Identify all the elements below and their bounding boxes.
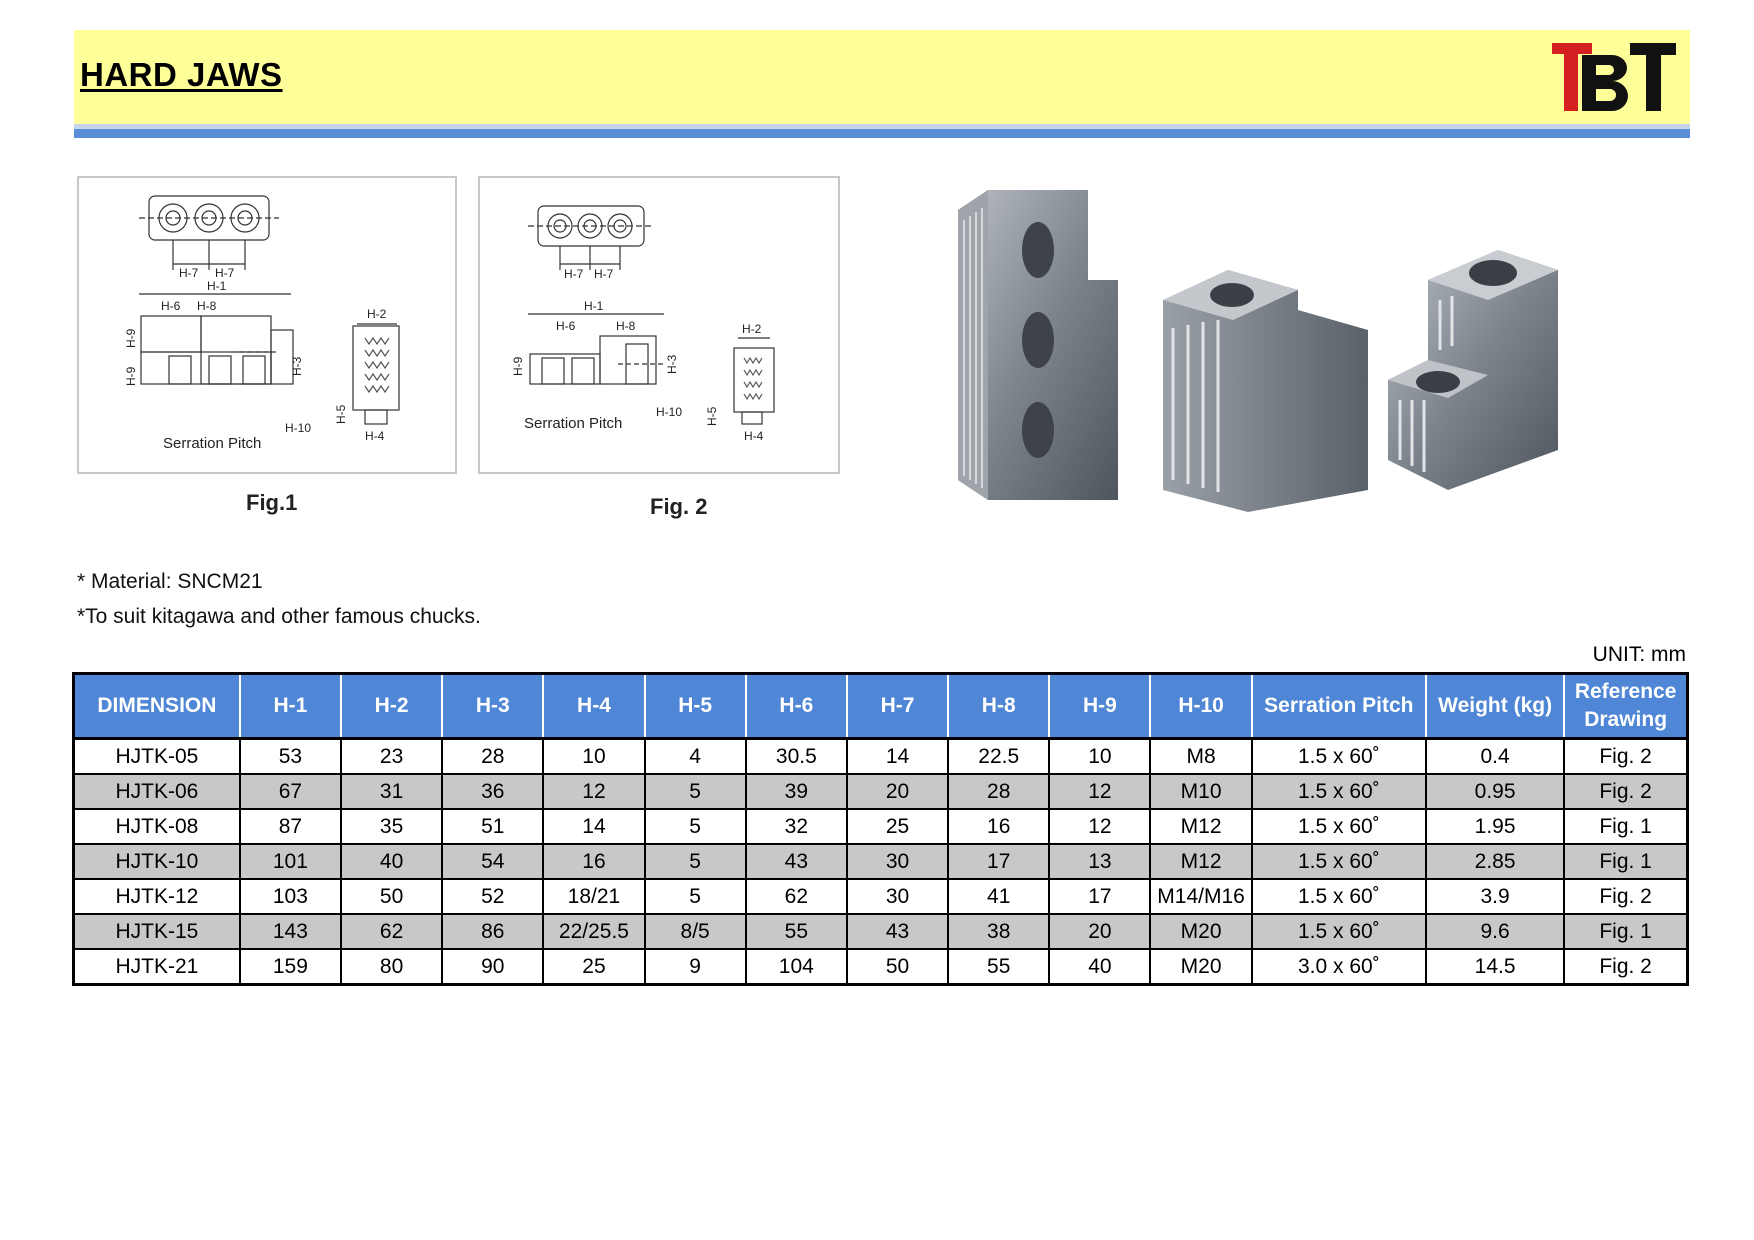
table-cell: 86 bbox=[442, 914, 543, 949]
table-cell: M20 bbox=[1150, 949, 1251, 985]
table-cell: 0.95 bbox=[1426, 774, 1564, 809]
fig2-label-h9: H-9 bbox=[511, 356, 525, 376]
compatibility-note: *To suit kitagawa and other famous chucks. bbox=[77, 605, 481, 628]
table-cell: M14/M16 bbox=[1150, 879, 1251, 914]
table-row bbox=[74, 949, 1688, 985]
table-cell: 4 bbox=[645, 739, 746, 775]
table-cell: Fig. 1 bbox=[1564, 844, 1687, 879]
fig2-label-h4: H-4 bbox=[744, 429, 764, 443]
header-weight: Weight (kg) bbox=[1426, 674, 1564, 739]
header-h10: H-10 bbox=[1150, 674, 1251, 739]
fig1-label-h2: H-2 bbox=[367, 307, 387, 321]
fig1-label-serration: Serration Pitch bbox=[163, 435, 262, 452]
header-h8: H-8 bbox=[948, 674, 1049, 739]
table-cell: 17 bbox=[1049, 879, 1150, 914]
fig2-label-h7a: H-7 bbox=[564, 267, 584, 281]
table-cell: Fig. 2 bbox=[1564, 774, 1687, 809]
table-cell: 51 bbox=[442, 809, 543, 844]
fig2-label-h3: H-3 bbox=[665, 354, 679, 374]
table-cell: 143 bbox=[240, 914, 341, 949]
table-cell: 14.5 bbox=[1426, 949, 1564, 985]
table-cell: Fig. 2 bbox=[1564, 949, 1687, 985]
fig1-label-h7a: H-7 bbox=[179, 266, 199, 280]
header-h7: H-7 bbox=[847, 674, 948, 739]
table-cell: Fig. 2 bbox=[1564, 739, 1687, 775]
table-cell: 12 bbox=[1049, 774, 1150, 809]
table-cell: 43 bbox=[847, 914, 948, 949]
table-cell: 53 bbox=[240, 739, 341, 775]
table-cell: 103 bbox=[240, 879, 341, 914]
table-cell: M20 bbox=[1150, 914, 1251, 949]
fig1-label-h8: H-8 bbox=[197, 299, 217, 313]
table-cell: 28 bbox=[948, 774, 1049, 809]
table-cell: 43 bbox=[746, 844, 847, 879]
table-cell: M12 bbox=[1150, 844, 1251, 879]
fig2-caption: Fig. 2 bbox=[650, 494, 708, 519]
table-cell: 16 bbox=[948, 809, 1049, 844]
table-cell: Fig. 1 bbox=[1564, 809, 1687, 844]
fig1-label-h7b: H-7 bbox=[215, 266, 235, 280]
table-cell: 25 bbox=[543, 949, 644, 985]
table-cell: 0.4 bbox=[1426, 739, 1564, 775]
table-cell: M8 bbox=[1150, 739, 1251, 775]
table-cell: 30 bbox=[847, 879, 948, 914]
table-cell: 40 bbox=[1049, 949, 1150, 985]
tbt-logo bbox=[1552, 41, 1676, 113]
table-cell: 5 bbox=[645, 844, 746, 879]
table-cell: Fig. 2 bbox=[1564, 879, 1687, 914]
table-cell: 1.5 x 60˚ bbox=[1252, 879, 1426, 914]
table-cell-model: HJTK-15 bbox=[74, 914, 240, 949]
table-cell: 9 bbox=[645, 949, 746, 985]
hard-jaws-photo bbox=[948, 160, 1638, 520]
table-cell: 12 bbox=[1049, 809, 1150, 844]
fig2-label-h2: H-2 bbox=[742, 322, 762, 336]
page-title: HARD JAWS bbox=[80, 56, 283, 93]
table-cell-model: HJTK-08 bbox=[74, 809, 240, 844]
table-header-row bbox=[74, 674, 1688, 739]
table-cell: Fig. 1 bbox=[1564, 914, 1687, 949]
table-cell: 101 bbox=[240, 844, 341, 879]
table-cell: 39 bbox=[746, 774, 847, 809]
fig2-label-h6: H-6 bbox=[556, 319, 576, 333]
table-cell: 16 bbox=[543, 844, 644, 879]
header-band bbox=[74, 30, 1690, 124]
table-cell: 8/5 bbox=[645, 914, 746, 949]
header-h5: H-5 bbox=[645, 674, 746, 739]
table-row bbox=[74, 879, 1688, 914]
table-cell-model: HJTK-10 bbox=[74, 844, 240, 879]
fig2-label-h5: H-5 bbox=[705, 406, 719, 426]
fig1-label-h1: H-1 bbox=[207, 279, 227, 293]
table-cell: 22/25.5 bbox=[543, 914, 644, 949]
unit-label: UNIT: mm bbox=[1592, 643, 1686, 666]
table-cell: 36 bbox=[442, 774, 543, 809]
header-reference-drawing: Reference Drawing bbox=[1564, 674, 1687, 739]
header-serration-pitch: Serration Pitch bbox=[1252, 674, 1426, 739]
table-cell: 41 bbox=[948, 879, 1049, 914]
table-cell: 10 bbox=[1049, 739, 1150, 775]
material-note: * Material: SNCM21 bbox=[77, 570, 263, 593]
fig1-label-h9b: H-9 bbox=[124, 328, 138, 348]
fig1-label-h5: H-5 bbox=[334, 404, 348, 424]
table-cell: 10 bbox=[543, 739, 644, 775]
header-h2: H-2 bbox=[341, 674, 442, 739]
table-cell: 18/21 bbox=[543, 879, 644, 914]
table-cell: 14 bbox=[543, 809, 644, 844]
fig2-label-h10: H-10 bbox=[656, 405, 683, 419]
table-cell: 52 bbox=[442, 879, 543, 914]
table-cell: 90 bbox=[442, 949, 543, 985]
header-h1: H-1 bbox=[240, 674, 341, 739]
fig1-label-h10: H-10 bbox=[285, 421, 312, 435]
table-cell: M12 bbox=[1150, 809, 1251, 844]
fig2-label-h7b: H-7 bbox=[594, 267, 614, 281]
table-row bbox=[74, 809, 1688, 844]
fig2-label-serration: Serration Pitch bbox=[524, 415, 623, 432]
table-cell: 38 bbox=[948, 914, 1049, 949]
table-cell: 28 bbox=[442, 739, 543, 775]
table-cell: 20 bbox=[847, 774, 948, 809]
table-cell-model: HJTK-06 bbox=[74, 774, 240, 809]
table-cell: 30 bbox=[847, 844, 948, 879]
table-cell: 55 bbox=[746, 914, 847, 949]
table-cell: 14 bbox=[847, 739, 948, 775]
table-cell: 1.95 bbox=[1426, 809, 1564, 844]
table-row bbox=[74, 844, 1688, 879]
spec-table bbox=[72, 672, 1689, 986]
table-cell: 30.5 bbox=[746, 739, 847, 775]
table-cell: 23 bbox=[341, 739, 442, 775]
table-cell: M10 bbox=[1150, 774, 1251, 809]
table-cell: 13 bbox=[1049, 844, 1150, 879]
table-cell: 50 bbox=[847, 949, 948, 985]
table-row bbox=[74, 739, 1688, 775]
table-cell: 5 bbox=[645, 879, 746, 914]
table-cell: 1.5 x 60˚ bbox=[1252, 739, 1426, 775]
table-cell: 3.9 bbox=[1426, 879, 1564, 914]
table-cell: 54 bbox=[442, 844, 543, 879]
table-cell: 3.0 x 60˚ bbox=[1252, 949, 1426, 985]
table-cell: 62 bbox=[746, 879, 847, 914]
header-h6: H-6 bbox=[746, 674, 847, 739]
table-cell: 31 bbox=[341, 774, 442, 809]
table-cell: 2.85 bbox=[1426, 844, 1564, 879]
table-cell: 62 bbox=[341, 914, 442, 949]
table-cell: 5 bbox=[645, 809, 746, 844]
fig1-label-h6: H-6 bbox=[161, 299, 181, 313]
table-cell: 50 bbox=[341, 879, 442, 914]
table-cell: 55 bbox=[948, 949, 1049, 985]
table-cell: 1.5 x 60˚ bbox=[1252, 774, 1426, 809]
table-cell: 87 bbox=[240, 809, 341, 844]
fig1-drawing bbox=[77, 176, 457, 474]
fig1-label-h3: H-3 bbox=[290, 356, 304, 376]
table-cell: 17 bbox=[948, 844, 1049, 879]
table-cell: 25 bbox=[847, 809, 948, 844]
fig1-caption: Fig.1 bbox=[246, 490, 298, 515]
table-cell: 80 bbox=[341, 949, 442, 985]
table-cell: 67 bbox=[240, 774, 341, 809]
table-cell: 1.5 x 60˚ bbox=[1252, 844, 1426, 879]
header-dimension: DIMENSION bbox=[74, 674, 240, 739]
table-cell-model: HJTK-12 bbox=[74, 879, 240, 914]
table-cell: 159 bbox=[240, 949, 341, 985]
table-cell: 9.6 bbox=[1426, 914, 1564, 949]
header-h4: H-4 bbox=[543, 674, 644, 739]
table-row bbox=[74, 914, 1688, 949]
fig1-label-h4: H-4 bbox=[365, 429, 385, 443]
table-cell: 20 bbox=[1049, 914, 1150, 949]
fig2-label-h8: H-8 bbox=[616, 319, 636, 333]
table-row bbox=[74, 774, 1688, 809]
table-cell: 22.5 bbox=[948, 739, 1049, 775]
table-cell: 1.5 x 60˚ bbox=[1252, 914, 1426, 949]
table-cell: 32 bbox=[746, 809, 847, 844]
table-cell: 35 bbox=[341, 809, 442, 844]
fig2-drawing bbox=[478, 176, 840, 474]
table-cell: 5 bbox=[645, 774, 746, 809]
table-cell: 1.5 x 60˚ bbox=[1252, 809, 1426, 844]
table-cell-model: HJTK-21 bbox=[74, 949, 240, 985]
header-rule bbox=[74, 129, 1690, 138]
table-cell-model: HJTK-05 bbox=[74, 739, 240, 775]
header-h9: H-9 bbox=[1049, 674, 1150, 739]
table-cell: 12 bbox=[543, 774, 644, 809]
table-cell: 40 bbox=[341, 844, 442, 879]
fig2-label-h1: H-1 bbox=[584, 299, 604, 313]
fig1-label-h9a: H-9 bbox=[124, 366, 138, 386]
header-h3: H-3 bbox=[442, 674, 543, 739]
table-cell: 104 bbox=[746, 949, 847, 985]
